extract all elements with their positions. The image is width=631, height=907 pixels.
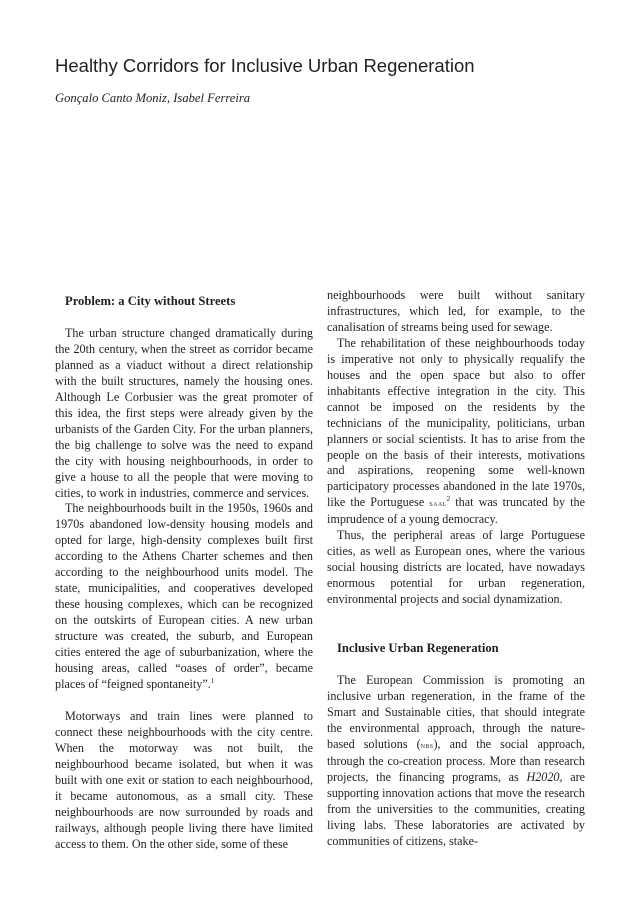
footnote-ref[interactable]: 1 — [210, 676, 215, 685]
paragraph-text: The rehabilitation of these neighbourhoods today is imperative not only to physically requalify the houses and the open space but also to offer inhabitants effective integration in the city. This cannot be imposed on the residents by the technicians of the municipality, politicians, urban planners or social scientists. It has to arise from the people on the basis of their interests, motivations and aspirations, reopening some well-known participatory processes abandoned in the late 1970s, like the Portuguese — [327, 335, 585, 510]
paragraph: Thus, the peripheral areas of large Portuguese cities, as well as European ones, where the various social housing districts are located, have nowadays enormous potential for urban regeneration, environmental projects and social dynamization. — [327, 528, 585, 607]
abbreviation: nbs — [420, 739, 434, 750]
abbreviation: saal — [429, 498, 447, 509]
paragraph-text: ), and the social approach, through the co-creation process. More than research projects, the financing programs, as — [327, 736, 585, 784]
section-heading-inclusive: Inclusive Urban Regeneration — [337, 641, 499, 656]
paragraph — [55, 501, 313, 692]
left-column — [55, 293, 313, 853]
program-name: H2020 — [526, 769, 560, 784]
article-title: Healthy Corridors for Inclusive Urban Regeneration — [55, 55, 475, 76]
section-heading-problem: Problem: a City without Streets — [65, 294, 236, 308]
footnote-ref[interactable]: 2 — [446, 495, 451, 504]
paragraph: The urban structure changed dramatically during the 20th century, when the street as corridor became planned as a viaduct without a direct relationship with the built structures, namely the housing ones. Although Le Corbusier was the great promoter of this idea, the first steps were already given by the urbanists of the Garden City. For the urban planners, the big challenge to solve was the need to expand the city with housing neighbourhoods, in order to give a house to all the people that were moving to cities, to work in industries, commerce and services. — [55, 326, 313, 500]
paragraph — [327, 673, 585, 849]
paragraph-text: The neighbourhoods built in the 1950s, 1960s and 1970s abandoned low-density housing models and opted for large, high-density complexes built first according to the Athens Charter schemes and then according to the neighbourhood units model. The state, municipalities, and cooperatives developed these housing complexes, which can be recognized on the outskirts of European cities. A new urban structure was created, the suburb, and European cities entered the age of suburbanization, where the housing areas, called “oases of order”, became places of “feigned spontaneity”. — [55, 501, 313, 691]
paragraph: Motorways and train lines were planned to connect these neighbourhoods with the city centre. When the motorway was not built, the neighbourhood became isolated, but when it was built with one exit or station to each neighbourhood, it became autonomous, as a small city. These neighbourhoods are now surrounded by roads and railways, although people living there have limited access to them. On the other side, some of these — [55, 708, 313, 851]
article-authors: Gonçalo Canto Moniz, Isabel Ferreira — [55, 91, 251, 105]
paragraph — [327, 336, 585, 528]
paragraph-continued: neighbourhoods were built without sanitary infrastructures, which led, for example, to the canalisation of streams being used for sewage. — [327, 288, 585, 334]
paragraph-text: The European Commission is promoting an inclusive urban regeneration, in the frame of the Smart and Sustainable cities, that should integrate the environmental approach, through the nature-based solutions ( — [327, 673, 585, 751]
paragraph-text: , are supporting innovation actions that move the research from the universities to the communities, creating living labs. These laboratories are activated by communities of citizens, stake- — [327, 769, 586, 848]
right-column — [327, 288, 585, 850]
paragraph-text: that was truncated by the imprudence of a young democracy. — [327, 495, 585, 527]
